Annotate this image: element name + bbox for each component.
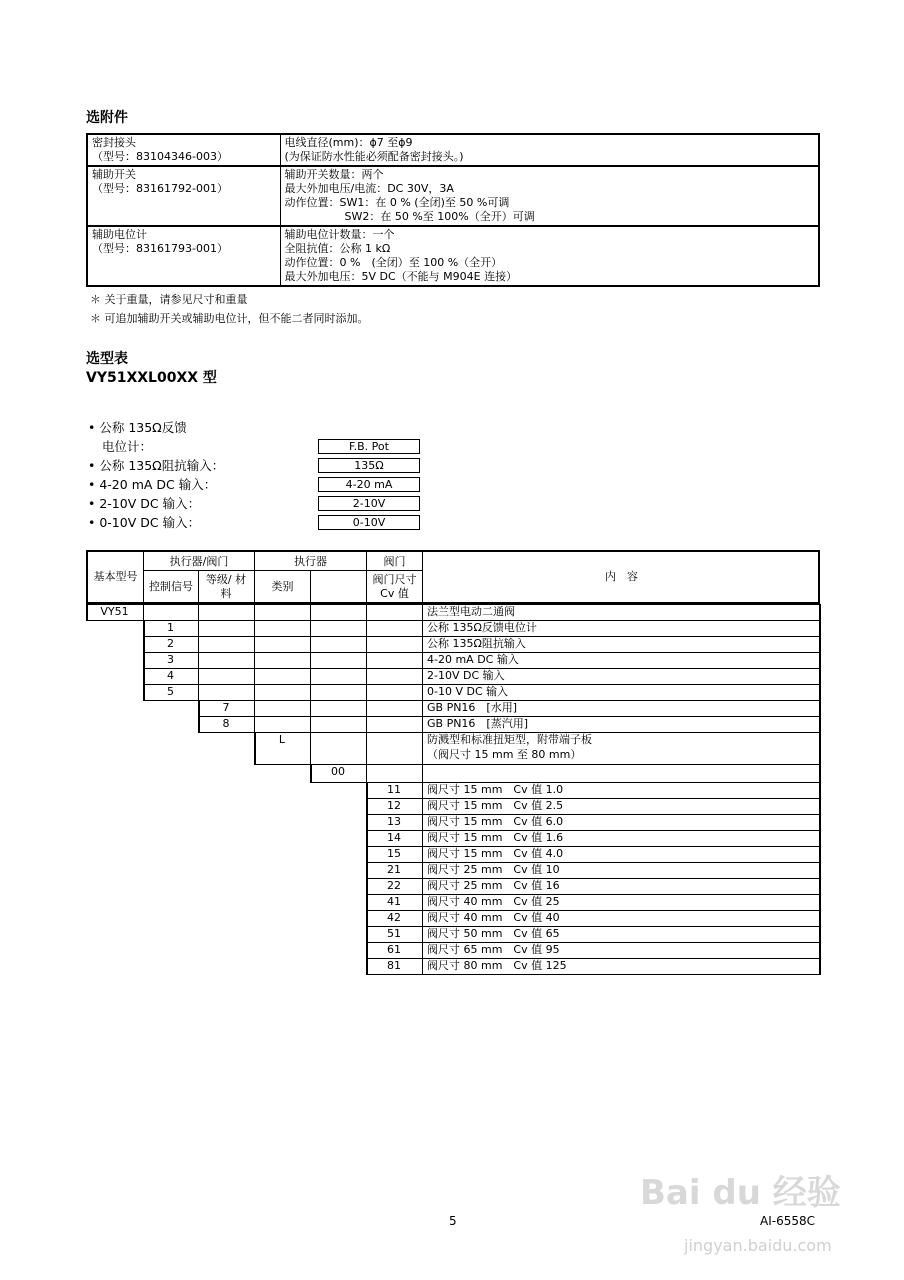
- content-text: 阀尺寸 15 mm Cv 值 1.6: [427, 831, 564, 844]
- code-box: 0-10V: [318, 515, 420, 530]
- content-text: GB PN16 [水用]: [427, 701, 518, 714]
- accessory-name-cell: [87, 166, 280, 226]
- code-value: 61: [387, 943, 401, 956]
- bullet-label: • 4-20 mA DC 输入：: [88, 477, 217, 492]
- code-value: L: [278, 733, 286, 746]
- code-value: 00: [331, 765, 345, 778]
- content-text: 4-20 mA DC 输入: [427, 653, 519, 666]
- content-text: 法兰型电动二通阀: [427, 605, 515, 618]
- code-cell: [254, 604, 311, 621]
- content-text: 防溅型和标准扭矩型，附带端子板: [427, 733, 592, 746]
- accessory-model: （型号：83161792-001）: [92, 182, 228, 195]
- bullet-label: • 公称 135Ω阻抗输入：: [88, 458, 225, 473]
- code-cell: [254, 668, 311, 685]
- content-text: 公称 135Ω阻抗输入: [427, 637, 526, 650]
- page-number: 5: [449, 1214, 457, 1228]
- code-cell: [254, 620, 311, 637]
- content-text: 阀尺寸 80 mm Cv 值 125: [427, 959, 567, 972]
- content-text: 阀尺寸 40 mm Cv 值 40: [427, 911, 560, 924]
- code-cell: [310, 684, 367, 701]
- code-cell: [198, 652, 255, 669]
- code-cell: [366, 620, 423, 637]
- code-box: 2-10V: [318, 496, 420, 511]
- code-cell: [366, 668, 423, 685]
- content-text: 公称 135Ω反馈电位计: [427, 621, 537, 634]
- code-box: 4-20 mA: [318, 477, 420, 492]
- content-cell: [422, 764, 821, 783]
- doc-id: AI-6558C: [760, 1214, 815, 1228]
- code-cell: [254, 716, 311, 733]
- accessory-name: 辅助电位计: [92, 228, 147, 241]
- code-value: 5: [167, 685, 174, 698]
- code-cell: [310, 732, 367, 765]
- header-category: 类别: [271, 580, 294, 593]
- content-text: 阀尺寸 50 mm Cv 值 65: [427, 927, 560, 940]
- code-value: 13: [387, 815, 401, 828]
- content-text: 阀尺寸 15 mm Cv 值 2.5: [427, 799, 564, 812]
- header-grade-material: 等级/ 材料: [205, 573, 247, 600]
- code-cell: [254, 652, 311, 669]
- code-box: 135Ω: [318, 458, 420, 473]
- code-cell: [198, 668, 255, 685]
- accessory-desc-line: 动作位置：SW1：在 0 % (全闭)至 50 %可调: [284, 196, 510, 209]
- accessory-desc-line: SW2：在 50 %至 100%（全开）可调: [344, 210, 535, 223]
- header-divider: [143, 570, 422, 571]
- code-value: 7: [222, 701, 230, 714]
- code-cell: [366, 684, 423, 701]
- code-value: 8: [222, 717, 230, 730]
- header-valve-size-cv: 阀门尺寸 Cv 值: [372, 573, 417, 600]
- code-cell: [310, 716, 367, 733]
- code-cell: [366, 604, 423, 621]
- header-actuator: 执行器: [294, 555, 327, 568]
- code-cell: [254, 684, 311, 701]
- accessory-desc-line: 最大外加电压/电流：DC 30V，3A: [284, 182, 454, 195]
- note: ＊ 关于重量，请参见尺寸和重量: [90, 293, 248, 306]
- code-value: 11: [387, 783, 401, 796]
- code-cell: [198, 684, 255, 701]
- code-cell: [254, 636, 311, 653]
- accessory-model: （型号：83161793-001）: [92, 242, 228, 255]
- code-box: F.B. Pot: [318, 439, 420, 454]
- code-cell: [310, 652, 367, 669]
- accessory-desc-cell: [280, 226, 819, 286]
- accessory-desc-line: 辅助电位计数量：一个: [284, 228, 395, 241]
- code-value: 22: [387, 879, 401, 892]
- accessory-name-cell: [87, 226, 280, 286]
- code-value: 14: [387, 831, 401, 844]
- content-text: （阀尺寸 15 mm 至 80 mm）: [427, 748, 582, 761]
- accessory-desc-line: 辅助开关数量：两个: [284, 168, 384, 181]
- accessory-desc-line: 最大外加电压：5V DC（不能与 M904E 连接）: [284, 270, 518, 283]
- code-cell: [310, 604, 367, 621]
- bullet-label: • 2-10V DC 输入：: [88, 496, 201, 511]
- code-value: 2: [167, 637, 174, 650]
- accessory-model: （型号：83104346-003）: [92, 150, 228, 163]
- content-text: 阀尺寸 15 mm Cv 值 6.0: [427, 815, 564, 828]
- accessory-name: 密封接头: [92, 136, 136, 149]
- table-row: [87, 134, 819, 166]
- code-value: 15: [387, 847, 401, 860]
- content-text: 阀尺寸 25 mm Cv 值 10: [427, 863, 560, 876]
- code-value: 4: [167, 669, 174, 682]
- bullet-label: • 0-10V DC 输入：: [88, 515, 201, 530]
- code-value: 3: [167, 653, 174, 666]
- content-text: 阀尺寸 40 mm Cv 值 25: [427, 895, 560, 908]
- content-text: 阀尺寸 15 mm Cv 值 1.0: [427, 783, 564, 796]
- accessory-desc-cell: [280, 134, 819, 166]
- code-value: 21: [387, 863, 401, 876]
- code-value: 41: [387, 895, 401, 908]
- accessory-desc-line: 动作位置：0 % (全闭）至 100 %（全开）: [284, 256, 503, 269]
- code-cell: [366, 636, 423, 653]
- header-ctrl-signal: 控制信号: [149, 580, 193, 593]
- content-text: 阀尺寸 25 mm Cv 值 16: [427, 879, 560, 892]
- code-value: VY51: [100, 605, 129, 618]
- table-row: [87, 166, 819, 226]
- code-cell: [198, 636, 255, 653]
- code-cell: [198, 620, 255, 637]
- accessories-title: 选附件: [86, 110, 128, 126]
- content-text: 阀尺寸 15 mm Cv 值 4.0: [427, 847, 564, 860]
- code-cell: [366, 716, 423, 733]
- accessory-desc-line: (为保证防水性能必须配备密封接头。): [284, 150, 464, 163]
- accessory-desc-line: 电线直径(mm)：ϕ7 至ϕ9: [284, 136, 413, 149]
- content-text: 2-10V DC 输入: [427, 669, 505, 682]
- watermark-logo: Bai du 经验: [640, 1173, 841, 1213]
- content-text: GB PN16 [蒸汽用]: [427, 717, 529, 730]
- code-cell: [366, 764, 423, 783]
- model-name: VY51XXL00XX 型: [86, 370, 217, 386]
- accessory-name: 辅助开关: [92, 168, 136, 181]
- selection-title: 选型表: [86, 351, 128, 367]
- code-cell: [143, 604, 199, 621]
- accessory-desc-line: 全阻抗值：公称 1 kΩ: [284, 242, 391, 255]
- watermark-url: jingyan.baidu.com: [684, 1236, 832, 1255]
- accessory-name-cell: [87, 134, 280, 166]
- code-value: 12: [387, 799, 401, 812]
- content-text: 阀尺寸 65 mm Cv 值 95: [427, 943, 560, 956]
- code-cell: [310, 636, 367, 653]
- code-cell: [254, 700, 311, 717]
- content-text: 0-10 V DC 输入: [427, 685, 509, 698]
- header-divider: [310, 570, 311, 604]
- table-row: [87, 226, 819, 286]
- header-divider: [198, 570, 199, 604]
- code-value: 81: [387, 959, 401, 972]
- code-cell: [198, 604, 255, 621]
- accessories-table: [86, 133, 820, 287]
- code-cell: [366, 700, 423, 717]
- bullet-label: • 公称 135Ω反馈: [88, 420, 187, 435]
- code-value: 51: [387, 927, 401, 940]
- note: ＊ 可追加辅助开关或辅助电位计，但不能二者同时添加。: [90, 312, 369, 325]
- header-content: 内 容: [605, 570, 638, 583]
- code-value: 42: [387, 911, 401, 924]
- code-cell: [310, 700, 367, 717]
- header-act-valve: 执行器/阀门: [169, 555, 229, 568]
- code-cell: [366, 732, 423, 765]
- code-value: 1: [167, 621, 174, 634]
- accessory-desc-cell: [280, 166, 819, 226]
- bullet-label: 电位计：: [102, 439, 153, 454]
- code-cell: [310, 668, 367, 685]
- header-valve: 阀门: [383, 555, 406, 568]
- code-cell: [366, 652, 423, 669]
- header-base: 基本型号: [93, 570, 138, 583]
- code-cell: [310, 620, 367, 637]
- table-right-border: [819, 604, 821, 975]
